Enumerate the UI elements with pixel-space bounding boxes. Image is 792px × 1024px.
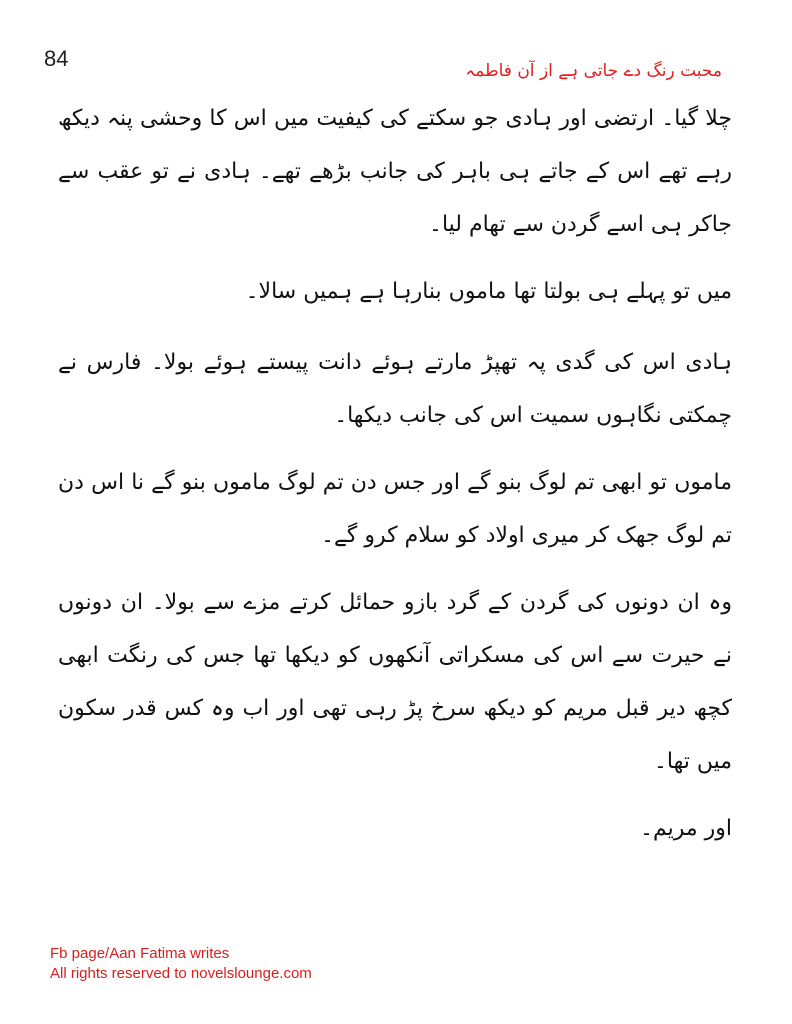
header-title: محبت رنگ دے جاتی ہے از آن فاطمہ	[465, 61, 722, 81]
footer-line-rights: All rights reserved to novelslounge.com	[50, 965, 312, 982]
page-number: 84	[44, 46, 69, 71]
paragraph: وہ ان دونوں کی گردن کے گرد بازو حمائل کرتے مزے سے بولا۔ ان دونوں نے حیرت سے اس کی مسکراتی آنکھوں کو دیکھا تھا جس کی رنگت ابھی کچھ دیر قبل مریم کو دیکھ سرخ پڑ رہی تھی اور اب وہ کس قدر سکون میں تھا۔	[58, 590, 732, 774]
body-text	[58, 92, 732, 873]
paragraph: ہادی اس کی گدی پہ تھپڑ مارتے ہوئے دانت پیستے ہوئے بولا۔ فارس نے چمکتی نگاہوں سمیت اس کی جانب دیکھا۔	[58, 350, 732, 428]
footer-line-facebook: Fb page/Aan Fatima writes	[50, 945, 230, 962]
footer	[50, 944, 312, 984]
paragraph: اور مریم۔	[640, 816, 732, 841]
paragraph: چلا گیا۔ ارتضی اور ہادی جو سکتے کی کیفیت میں اس کا وحشی پنہ دیکھ رہے تھے اس کے جاتے ہی باہر کی جانب بڑھے تھے۔ ہادی نے تو عقب سے جاکر ہی اسے گردن سے تھام لیا۔	[58, 106, 732, 237]
paragraph: میں تو پہلے ہی بولتا تھا ماموں بنارہا ہے ہمیں سالا۔	[245, 279, 732, 304]
paragraph: ماموں تو ابھی تم لوگ بنو گے اور جس دن تم لوگ ماموں بنو گے نا اس دن تم لوگ جھک کر میری اولاد کو سلام کرو گے۔	[58, 470, 732, 548]
